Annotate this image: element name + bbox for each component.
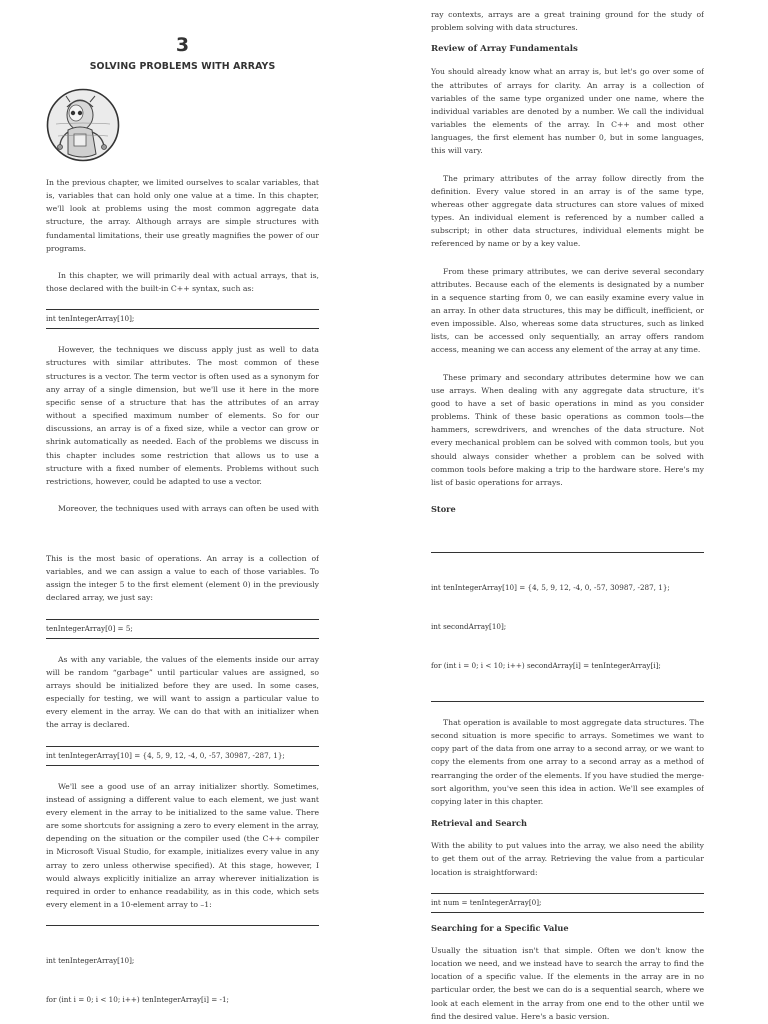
section-heading: Searching for a Specific Value xyxy=(431,922,569,933)
paragraph: In the previous chapter, we limited ourselves to scalar variables, that is, variables that can hold only one value at a time. In this chapter, we'll look at problems using the most common aggregate data structure, the array. Although arrays are simple structures with fundamental limitations, their use greatly magnifies the power of our programs. xyxy=(46,178,319,253)
code-block xyxy=(46,925,319,1024)
code-line: int tenIntegerArray[10] = {4, 5, 9, 12, -4, 0, -57, 30987, -287, 1}; xyxy=(46,750,285,760)
paragraph: Usually the situation isn't that simple. Often we don't know the location we need, and we instead have to search the array to find the location of a specific value. If the elements in the array are in no particular order, the best we can do is a sequential search, where we look at each element in the array from one end to the other until we find the desired value. Here's a basic version. xyxy=(431,945,704,1021)
code-line: for (int i = 0; i < 10; i++) tenIntegerArray[i] = -1; xyxy=(46,995,229,1005)
bottom-right-column xyxy=(431,552,704,1024)
page-bottom xyxy=(0,512,768,1024)
paragraph: As with any variable, the values of the elements inside our array will be random “garbage” until particular values are assigned, so arrays should be initialized before they are used. In some cases, especially for testing, we will want to assign a particular value to every element in the array. We can do that with an initializer when the array is declared. xyxy=(46,654,319,730)
top-left-column xyxy=(46,34,319,512)
code-line: int num = tenIntegerArray[0]; xyxy=(431,897,542,907)
section-heading: Review of Array Fundamentals xyxy=(431,44,578,55)
code-line: int tenIntegerArray[10]; xyxy=(46,314,135,324)
paragraph: The primary attributes of the array follow directly from the definition. Every value stored in an array is of the same type, whereas other aggregate data structures can store values of mixed types. An individual element is referenced by a number called a subscript; in other data structures, individual elements might be referenced by name or by a key value. xyxy=(431,173,704,249)
code-block xyxy=(46,746,319,766)
code-block xyxy=(46,619,319,639)
code-line: for (int i = 0; i < 10; i++) secondArray[i] = tenIntegerArray[i]; xyxy=(431,661,661,670)
paragraph: You should already know what an array is, but let's go over some of the attributes of arrays for clarity. An array is a collection of variables of the same type organized under one name, where the individual variables are denoted by a number. We call the individual variables the elements of the array. In C++ and most other languages, the first element has number 0, but in some languages, this will vary. xyxy=(431,67,704,156)
paragraph: That operation is available to most aggregate data structures. The second situation is more specific to arrays. Sometimes we want to copy part of the data from one array to a second array, or we want to copy the elements from one array to a second array as a method of rearranging the order of the elements. If you have studied the merge-sort algorithm, you've seen this idea in action. We'll see examples of copying later in this chapter. xyxy=(431,718,704,806)
code-block xyxy=(431,893,704,913)
paragraph: ray contexts, arrays are a great training ground for the study of problem solving with data structures. xyxy=(431,10,704,33)
paragraph: In this chapter, we will primarily deal with actual arrays, that is, those declared with the built-in C++ syntax, such as: xyxy=(46,270,319,294)
code-line: int tenIntegerArray[10] = {4, 5, 9, 12, -4, 0, -57, 30987, -287, 1}; xyxy=(431,583,670,592)
paragraph: With the ability to put values into the array, we also need the ability to get them out of the array. Retrieving the value from a particular location is straightforward: xyxy=(431,841,704,877)
bottom-left-column xyxy=(46,552,319,1024)
code-line: int secondArray[10]; xyxy=(431,622,507,631)
paragraph: These primary and secondary attributes determine how we can use arrays. When dealing with any aggregate data structure, it's good to have a set of basic operations in mind as you consider problems. Think of these basic operations as common tools—the hammers, screwdrivers, and wrenches of the data structure. Not every mechanical problem can be solved with common tools, but you should always consider whether a problem can be solved with common tools before making a trip to the hardware store. Here's my list of basic operations for arrays. xyxy=(431,372,704,487)
paragraph: From these primary attributes, we can derive several secondary attributes. Because each of the elements is designated by a number in a sequence starting from 0, we can easily examine every value in an array. In other data structures, this may be difficult, inefficient, or even impossible. Also, whereas some data structures, such as linked lists, can be accessed only sequentially, an array offers random access, meaning we can access any element of the array at any time. xyxy=(431,266,704,355)
paragraph: However, the techniques we discuss apply just as well to data structures with similar attributes. The most common of these structures is a vector. The term vector is often used as a synonym for any array of a single dimension, but we'll use it here in the more specific sense of a structure that has the attributes of an array without a specified maximum number of elements. So for our discussions, an array is of a fixed size, while a vector can grow or shrink automatically as needed. Each of the problems we discuss in this chapter includes some restriction that allows us to use a structure with a fixed number of elements. Problems without such restrictions, however, could be adapted to use a vector. xyxy=(46,345,319,486)
chapter-title: SOLVING PROBLEMS WITH ARRAYS xyxy=(89,61,276,72)
code-block xyxy=(46,309,319,329)
code-line: int tenIntegerArray[10]; xyxy=(46,956,135,966)
chapter-illustration xyxy=(46,88,120,162)
section-heading: Store xyxy=(431,504,456,512)
section-heading: Retrieval and Search xyxy=(431,818,527,829)
paragraph: This is the most basic of operations. An array is a collection of variables, and we can assign a value to each of those variables. To assign the integer 5 to the first element (element 0) in the previously declared array, we just say: xyxy=(46,554,319,603)
chapter-number: 3 xyxy=(175,34,190,56)
paragraph: We'll see a good use of an array initializer shortly. Sometimes, instead of assigning a different value to each element, we just want every element in the array to be initialized to the same value. There are some shortcuts for assigning a zero to every element in the array, depending on the situation or the compiler used (the C++ compiler in Microsoft Visual Studio, for example, initializes every value in any array to zero unless otherwise specified). At this stage, however, I would always explicitly initialize an array wherever initialization is required in order to enhance readability, as in this code, which sets every element in a 10-element array to –1: xyxy=(46,781,319,909)
code-line: tenIntegerArray[0] = 5; xyxy=(46,623,133,633)
paragraph: Moreover, the techniques used with arrays can often be used with xyxy=(58,503,319,512)
code-block xyxy=(431,552,704,702)
top-right-column xyxy=(431,8,704,512)
